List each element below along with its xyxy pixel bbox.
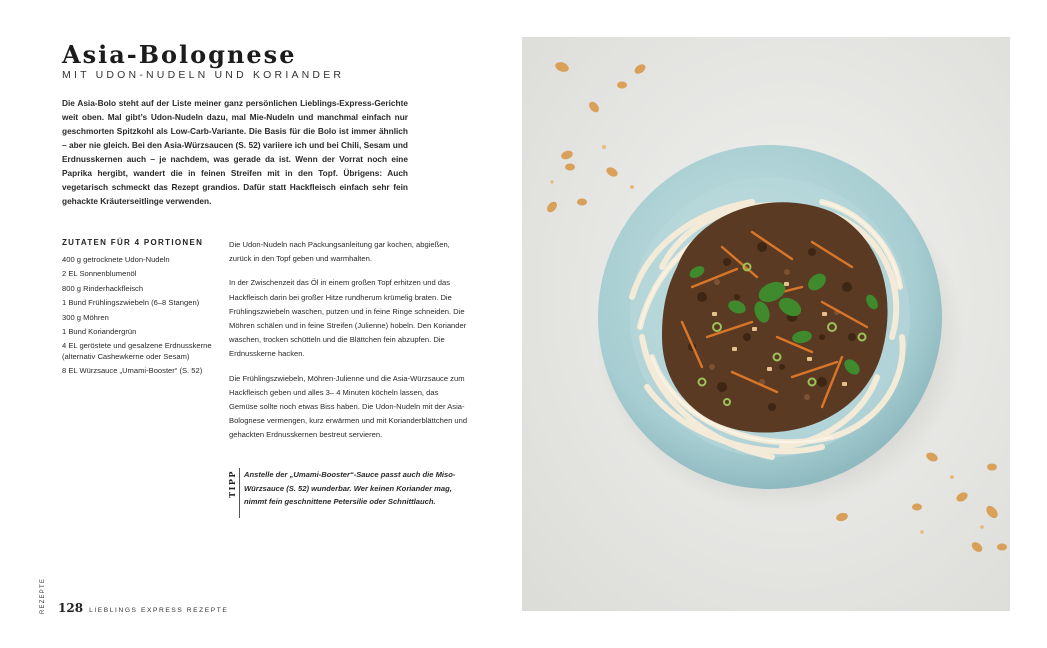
ingredient-item: 300 g Möhren xyxy=(62,312,109,322)
tip-label-wrap xyxy=(226,468,238,500)
method-steps xyxy=(229,238,469,453)
section-side-label: REZEPTE xyxy=(40,577,47,615)
method-step: In der Zwischenzeit das Öl in einem großen Topf erhitzen und das Hackfleisch darin bei großer Hitze rundherum krümelig braten. Die Frühlingszwiebeln waschen, putzen und in feine Ringe schneiden. Die Möhren schälen und in feine Streifen (Julienne) hobeln. Den Koriander waschen, trocken schütteln und die Blättchen fein abzupfen. Die Erdnusskerne hacken. xyxy=(229,278,467,359)
page-number: 128 xyxy=(58,601,84,615)
ingredient-item: 2 EL Sonnenblumenöl xyxy=(62,269,137,279)
running-head: LIEBLINGS EXPRESS REZEPTE xyxy=(89,607,229,614)
tip-box xyxy=(226,468,462,518)
ingredient-item: 1 Bund Frühlingszwiebeln (6–8 Stangen) xyxy=(62,298,200,308)
ingredients-heading: ZUTATEN FÜR 4 PORTIONEN xyxy=(62,238,204,247)
intro-paragraph: Die Asia-Bolo steht auf der Liste meiner ganz persönlichen Lieblings-Express-Gerichte weit oben. Mal gibt’s Udon-Nudeln dazu, mal Mie-Nudeln und manchmal einfach nur geschmorten Spitzkohl als Low-Carb-Variante. Die Basis für die Bolo ist immer ähnlich – aber nie gleich. Bei den Asia-Würzsaucen (S. 52) variiere ich und bei Chili, Sesam und Erdnusskernen auch – je nachdem, was gerade da ist. Wenn der Vorrat noch eine Paprika hergibt, wandert die in feinen Streifen mit in den Topf. Übrigens: Auch vegetarisch schmeckt das Rezept grandios. Dafür statt Hackfleisch einfach sehr fein gehackte Kräuterseitlinge verwenden. xyxy=(62,98,408,206)
ingredient-item: 4 EL geröstete und gesalzene Erdnusskerne (alternativ Cashewkerne oder Sesam) xyxy=(62,341,212,361)
ingredient-item: 8 EL Würzsauce „Umami-Booster“ (S. 52) xyxy=(62,366,203,376)
ingredient-item: 400 g getrocknete Udon-Nudeln xyxy=(62,255,170,264)
ingredient-item: 800 g Rinderhackfleisch xyxy=(62,283,144,293)
tip-divider xyxy=(239,468,240,518)
method-step: Die Udon-Nudeln nach Packungsanleitung gar kochen, abgießen, zurück in den Topf geben und warmhalten. xyxy=(229,240,450,264)
dish-photo-illustration xyxy=(522,37,1010,611)
recipe-subtitle: MIT UDON-NUDELN UND KORIANDER xyxy=(62,69,345,81)
ingredient-item: 1 Bund Koriandergrün xyxy=(62,327,137,337)
recipe-title: Asia-Bolognese xyxy=(62,40,297,69)
tip-label: TIPP xyxy=(227,470,238,498)
ingredients-list xyxy=(62,255,212,381)
dish-photo xyxy=(522,37,1010,611)
page-footer xyxy=(58,601,228,615)
method-step: Die Frühlingszwiebeln, Möhren-Julienne und die Asia-Würzsauce zum Hackfleisch geben und alles 3– 4 Minuten köcheln lassen, das Gemüse sollte noch etwas Biss haben. Die Udon-Nudeln mit der Asia-Bolognese vermengen, kurz erwärmen und mit Korianderblättchen und gehackten Erdnusskernen bestreut servieren. xyxy=(229,373,468,440)
section-side-label-wrap xyxy=(38,578,48,614)
tip-text: Anstelle der „Umami-Booster“-Sauce passt auch die Miso-Würzsauce (S. 52) wunderbar. Wer keinen Koriander mag, nimmt fein geschnittene Petersilie oder Schnittlauch. xyxy=(244,470,456,507)
